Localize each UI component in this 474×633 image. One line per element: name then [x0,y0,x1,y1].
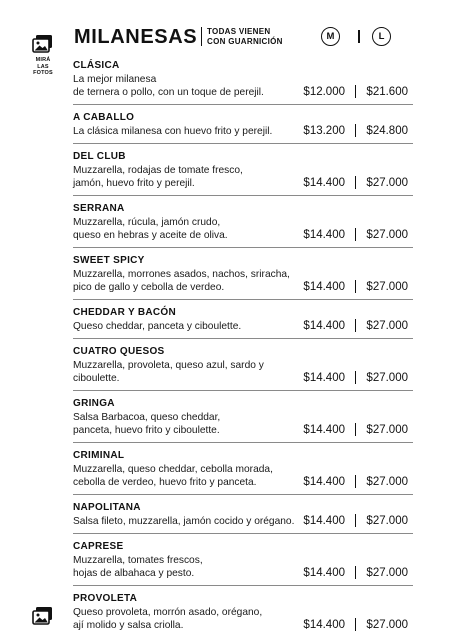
price-m: $14.400 [303,176,345,189]
price-l: $21.600 [366,85,408,98]
menu-item-description: La mejor milanesa de ternera o pollo, con un toque de perejil. [73,74,264,98]
price-l: $27.000 [366,371,408,384]
menu-item [73,541,413,586]
menu-item-name: NAPOLITANA [73,502,141,513]
menu-item-name: PROVOLETA [73,593,138,604]
price-divider [355,566,356,579]
size-m-badge: M [321,27,340,46]
menu-item-description: Muzzarella, queso cheddar, cebolla morada, cebolla de verdeo, huevo frito y panceta. [73,464,273,488]
price-divider [355,475,356,488]
menu-item-description: Muzzarella, tomates frescos, hojas de albahaca y pesto. [73,555,203,579]
price-divider [355,319,356,332]
price-divider [355,176,356,189]
menu-item-name: A CABALLO [73,112,135,123]
menu-item-description: Muzzarella, provoleta, queso azul, sardo y ciboulette. [73,360,264,384]
photo-gallery-icon [32,606,54,626]
price-m: $14.400 [303,618,345,631]
menu-item-prices [295,423,408,436]
menu-item-name: DEL CLUB [73,151,126,162]
view-photos-link-bottom[interactable] [30,606,56,626]
menu-item-name: CLÁSICA [73,60,120,71]
menu-item [73,203,413,248]
price-m: $14.400 [303,371,345,384]
price-l: $27.000 [366,514,408,527]
price-m: $14.400 [303,475,345,488]
view-photos-link[interactable] [30,34,56,77]
price-divider [355,85,356,98]
menu-item [73,450,413,495]
menu-item [73,151,413,196]
menu-item-description: Muzzarella, morrones asados, nachos, sriracha, pico de gallo y cebolla de verdeo. [73,269,290,293]
menu-item-prices [295,514,408,527]
price-divider [355,423,356,436]
menu-item-prices [295,566,408,579]
price-l: $27.000 [366,176,408,189]
price-l: $27.000 [366,319,408,332]
price-m: $14.400 [303,319,345,332]
price-l: $27.000 [366,423,408,436]
price-m: $14.400 [303,228,345,241]
menu-item [73,398,413,443]
menu-item-prices [295,618,408,631]
menu-item-name: SERRANA [73,203,125,214]
menu-item-prices [295,85,408,98]
price-m: $14.400 [303,566,345,579]
menu-item-name: CUATRO QUESOS [73,346,165,357]
price-l: $27.000 [366,228,408,241]
price-l: $27.000 [366,280,408,293]
menu-item-name: CRIMINAL [73,450,125,461]
menu-item [73,255,413,300]
menu-item-prices [295,228,408,241]
menu-item-description: La clásica milanesa con huevo frito y perejil. [73,126,273,137]
menu-item [73,60,413,105]
section-title: MILANESAS [74,26,198,48]
price-m: $12.000 [303,85,345,98]
price-divider [355,514,356,527]
price-l: $27.000 [366,475,408,488]
price-divider [355,124,356,137]
menu-item-name: GRINGA [73,398,115,409]
size-divider [358,30,360,43]
menu-item-description: Salsa Barbacoa, queso cheddar, panceta, huevo frito y ciboulette. [73,412,221,436]
menu-item-prices [295,124,408,137]
menu-item-description: Muzzarella, rodajas de tomate fresco, jamón, huevo frito y perejil. [73,165,243,189]
menu-item-prices [295,319,408,332]
menu-item-prices [295,280,408,293]
price-l: $27.000 [366,566,408,579]
menu-item-description: Queso provoleta, morrón asado, orégano, ají molido y salsa criolla. [73,607,263,631]
menu-item-name: SWEET SPICY [73,255,145,266]
price-m: $14.400 [303,514,345,527]
menu-item-description: Queso cheddar, panceta y ciboulette. [73,321,242,332]
price-m: $13.200 [303,124,345,137]
price-divider [355,228,356,241]
menu-item [73,502,413,534]
photo-gallery-icon [32,34,54,54]
price-divider [355,618,356,631]
menu-list [73,60,413,633]
price-m: $14.400 [303,280,345,293]
menu-item-prices [295,371,408,384]
menu-header [74,24,422,52]
section-subtitle: TODAS VIENEN CON GUARNICIÓN [201,27,283,46]
menu-item-prices [295,475,408,488]
menu-item [73,307,413,339]
menu-item-prices [295,176,408,189]
menu-item [73,346,413,391]
menu-item-name: CHEDDAR Y BACÓN [73,307,177,318]
menu-item [73,112,413,144]
menu-item-description: Salsa fileto, muzzarella, jamón cocido y orégano. [73,516,295,527]
price-m: $14.400 [303,423,345,436]
menu-item-description: Muzzarella, rúcula, jamón crudo, queso en hebras y aceite de oliva. [73,217,228,241]
price-divider [355,280,356,293]
price-l: $27.000 [366,618,408,631]
price-l: $24.800 [366,124,408,137]
menu-item-name: CAPRESE [73,541,124,552]
menu-item [73,593,413,633]
size-l-badge: L [372,27,391,46]
price-divider [355,371,356,384]
view-photos-caption: MIRÁ LAS FOTOS [33,57,53,76]
